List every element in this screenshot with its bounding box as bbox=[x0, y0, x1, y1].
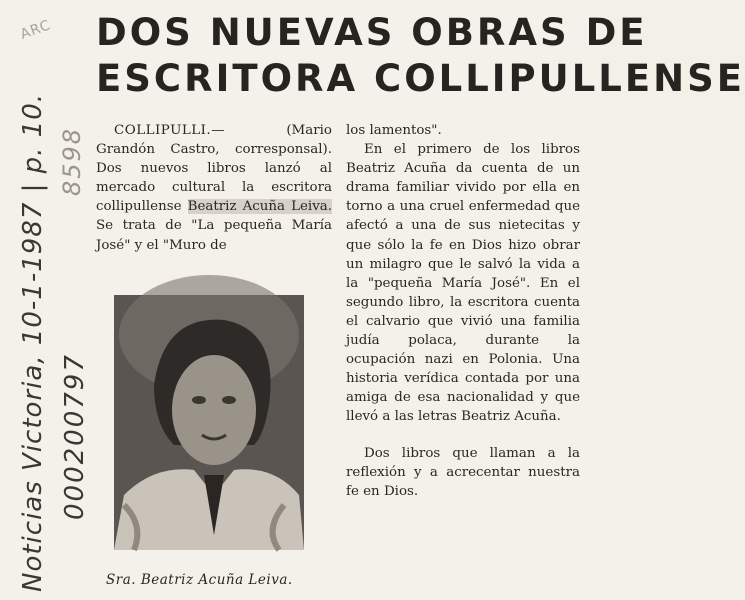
article-column-right bbox=[346, 121, 580, 501]
archive-stamp: ARC bbox=[18, 17, 54, 43]
headline bbox=[96, 10, 745, 102]
handwritten-faint-number: 8598 bbox=[58, 126, 86, 196]
article-column-left bbox=[96, 121, 332, 255]
handwritten-source-note: Noticias Victoria, 10-1-1987 | p. 10. bbox=[18, 92, 48, 592]
headline-line-1: DOS NUEVAS OBRAS DE bbox=[96, 11, 648, 54]
author-name-highlight: Beatriz Acuña Leiva. bbox=[187, 199, 332, 215]
handwritten-catalog-number: 000200797 bbox=[60, 353, 90, 520]
portrait-image bbox=[114, 295, 304, 550]
body-paragraph-3: Dos libros que llaman a la reflexión y a acrecentar nuestra fe en Dios. bbox=[346, 445, 580, 499]
dateline: COLLIPULLI.— bbox=[114, 123, 226, 138]
lead-paragraph bbox=[96, 121, 332, 255]
author-photo bbox=[114, 295, 304, 550]
body-paragraph-2: En el primero de los libros Beatriz Acuña da cuenta de un drama familiar vivido por ella en torno a una cruel enfermedad que afectó a una de sus nietecitas y que sólo la fe en Dios hizo obrar un milagro que le salvó la vida a la "pequeña María José". En el segundo libro, la escritora cuenta el calvario que vivió una familia judía polaca, durante la ocupación nazi en Polonia. Una historia verídica contada por una amiga de esa nacionalidad y que llevó a las letras Beatriz Acuña. bbox=[346, 142, 580, 425]
lead-text: (Mario Grandón Castro, corresponsal). Dos nuevos libros lanzó al mercado cultural la escritora collipullense bbox=[96, 123, 332, 215]
photo-caption: Sra. Beatriz Acuña Leiva. bbox=[106, 572, 293, 588]
headline-line-2: ESCRITORA COLLIPULLENSE bbox=[96, 57, 745, 100]
continuation-line: los lamentos". bbox=[346, 123, 442, 138]
lead-end-text: Se trata de "La pequeña María José" y el "Muro de bbox=[96, 218, 332, 253]
